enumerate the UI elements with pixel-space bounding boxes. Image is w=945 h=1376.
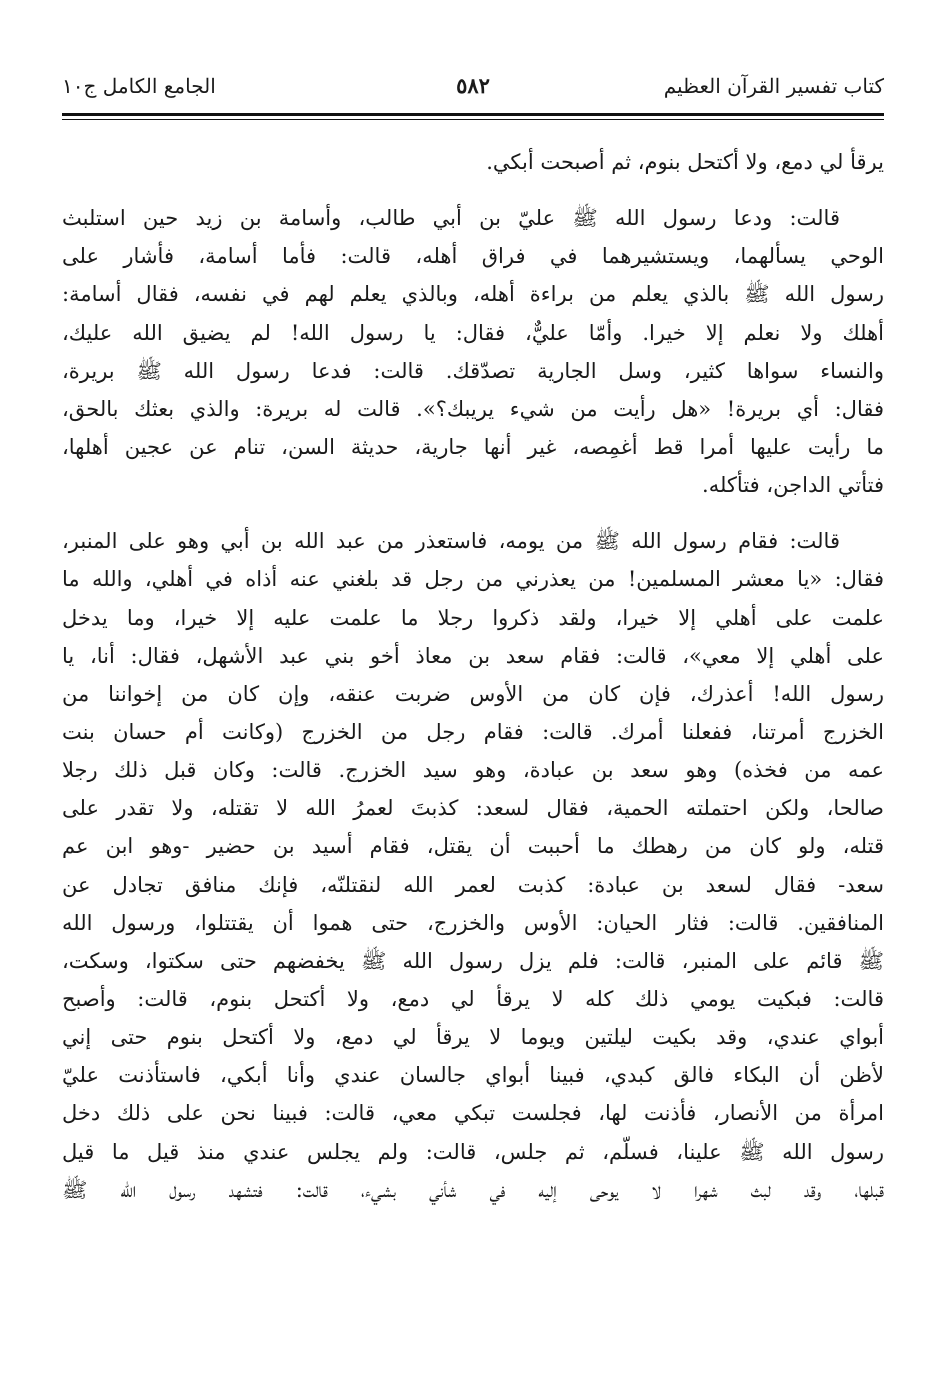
header-rule-thick: [62, 113, 884, 116]
paragraph: [62, 143, 884, 181]
text-line: صالحا، ولكن احتملته الحمية، فقال لسعد: كذبتَ لعمرُ الله لا تقتله، ولا تقدر على: [62, 796, 884, 821]
running-header: [62, 70, 884, 110]
text-line: يرقأ لي دمع، ولا أكتحل بنوم، ثم أصبحت أبكي.: [486, 150, 884, 174]
text-line: لأظن أن البكاء فالق كبدي، فبينا أبواي جالسان عندي وأنا أبكي، فاستأذنت عليّ: [62, 1063, 884, 1088]
text-line: فقال: «يا معشر المسلمين! من يعذرني من رجل قد بلغني عنه أذاه في أهلي، والله ما: [62, 567, 884, 592]
text-line: أهلك ولا نعلم إلا خيرا. وأمّا عليٌّ، فقال: يا رسول الله! لم يضيق الله عليك،: [62, 320, 884, 345]
book-page: [62, 0, 884, 1376]
text-line: رسول الله ﷺ بالذي يعلم من براءة أهله، وبالذي يعلم لهم في نفسه، فقال أسامة:: [62, 282, 884, 307]
paragraph: [62, 199, 884, 504]
text-line: قالت: ودعا رسول الله ﷺ عليّ بن أبي طالب، وأسامة بن زيد حين استلبث: [62, 206, 840, 231]
text-line: قالت: فبكيت يومي ذلك كله لا يرقأ لي دمع، ولا أكتحل بنوم، قالت: وأصبح: [62, 986, 884, 1011]
header-rule-thin: [62, 119, 884, 120]
text-line: علمت على أهلي إلا خيرا، ولقد ذكروا رجلا ما علمت عليه إلا خيرا، وما يدخل: [62, 605, 884, 630]
text-line: فقال: أي بريرة! «هل رأيت من شيء يريبك؟». قالت له بريرة: والذي بعثك بالحق،: [62, 396, 884, 421]
paragraph-gap: [62, 181, 884, 199]
text-line: رسول الله ﷺ علينا، فسلّم، ثم جلس، قالت: ولم يجلس عندي منذ قيل ما قيل: [62, 1139, 884, 1164]
text-line: أبواي عندي، وقد بكيت ليلتين ويوما لا يرقأ لي دمع، ولا أكتحل بنوم حتى إني: [62, 1025, 884, 1050]
text-line: قبلها، وقد لبث شهرا لا يوحى إليه في شأني بشيء، قالت: فتشهد رسول الله ﷺ: [62, 1177, 884, 1202]
page-body: [62, 143, 884, 1209]
text-line: الوحي يسألهما، ويستشيرهما في فراق أهله، قالت: فأما أسامة، فأشار على: [62, 244, 884, 269]
text-line: قالت: فقام رسول الله ﷺ من يومه، فاستعذر من عبد الله بن أبي وهو على المنبر،: [62, 529, 840, 554]
book-title: كتاب تفسير القرآن العظيم: [663, 74, 884, 98]
text-line: ما رأيت عليها أمرا قط أغمِصه، غير أنها جارية، حديثة السن، تنام عن عجين أهلها،: [62, 434, 884, 459]
text-line: رسول الله! أعذرك، فإن كان من الأوس ضربت عنقه، وإن كان من إخواننا من: [62, 681, 884, 706]
text-line: عمه من فخذه) وهو سعد بن عبادة، وهو سيد الخزرج. قالت: وكان قبل ذلك رجلا: [62, 758, 884, 783]
text-line: قتله، ولو كان من رهطك ما أحببت أن يقتل، فقام أسيد بن حضير -وهو ابن عم: [62, 834, 884, 859]
text-line: المنافقين. قالت: فثار الحيان: الأوس والخزرج، حتى هموا أن يقتتلوا، ورسول الله: [62, 910, 884, 935]
text-line: على أهلي إلا معي»، قالت: فقام سعد بن معاذ أخو بني عبد الأشهل، فقال: أنا، يا: [62, 643, 884, 668]
page-number: ٥٨٢: [456, 73, 490, 98]
text-line: فتأتي الداجن، فتأكله.: [702, 473, 884, 498]
volume-label: الجامع الكامل ج١٠: [62, 74, 216, 98]
text-line: ﷺ قائم على المنبر، قالت: فلم يزل رسول الله ﷺ يخفضهم حتى سكتوا، وسكت،: [62, 948, 884, 973]
paragraph-gap: [62, 504, 884, 522]
paragraph: [62, 522, 884, 1209]
text-line: والنساء سواها كثير، وسل الجارية تصدّقك. قالت: فدعا رسول الله ﷺ بريرة،: [62, 358, 884, 383]
text-line: امرأة من الأنصار، فأذنت لها، فجلست تبكي معي، قالت: فبينا نحن على ذلك دخل: [62, 1101, 884, 1126]
text-line: سعد- فقال لسعد بن عبادة: كذبت لعمر الله لنقتلنّه، فإنك منافق تجادل عن: [62, 872, 884, 897]
text-line: الخزرج أمرتنا، ففعلنا أمرك. قالت: فقام رجل من الخزرج (وكانت أم حسان بنت: [62, 719, 884, 744]
